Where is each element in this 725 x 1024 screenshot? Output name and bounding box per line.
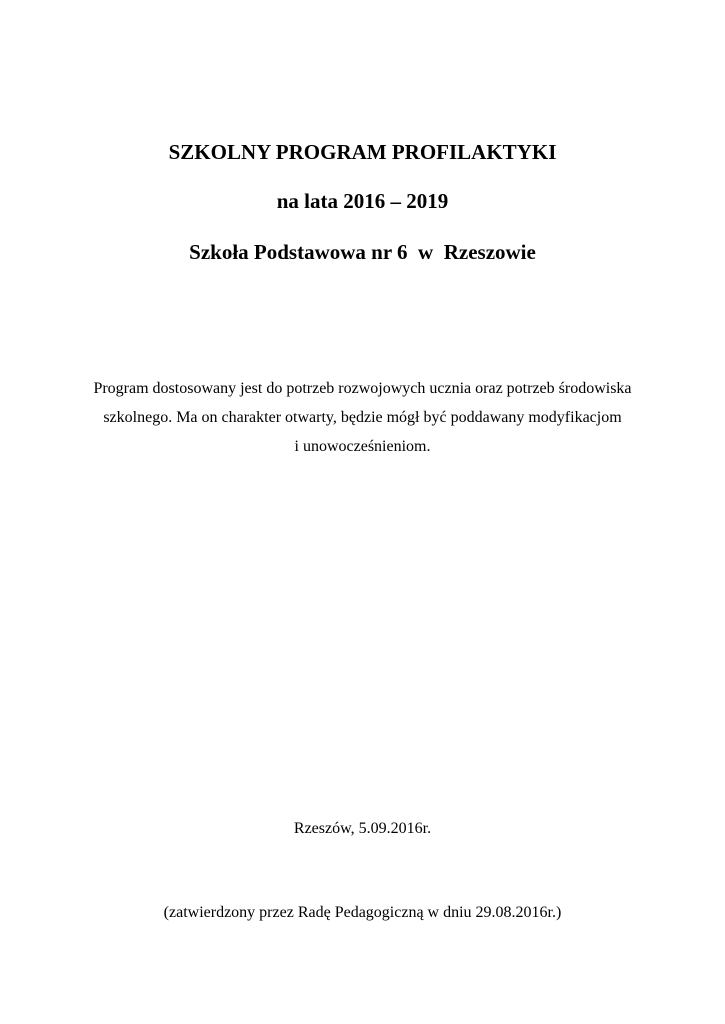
program-description — [0, 374, 725, 461]
approval-note: (zatwierdzony przez Radę Pedagogiczną w dniu 29.08.2016r.) — [163, 904, 562, 921]
description-line: szkolnego. Ma on charakter otwarty, będzie mógł być poddawany modyfikacjom — [103, 409, 622, 426]
school-name: Szkoła Podstawowa nr 6 w Rzeszowie — [189, 240, 536, 264]
description-line: Program dostosowany jest do potrzeb rozwojowych ucznia oraz potrzeb środowiska — [93, 380, 632, 397]
place-and-date: Rzeszów, 5.09.2016r. — [293, 820, 432, 837]
document-title: SZKOLNY PROGRAM PROFILAKTYKI — [168, 140, 557, 164]
description-line: i unowocześnieniom. — [294, 438, 431, 455]
document-years: na lata 2016 – 2019 — [276, 189, 449, 213]
